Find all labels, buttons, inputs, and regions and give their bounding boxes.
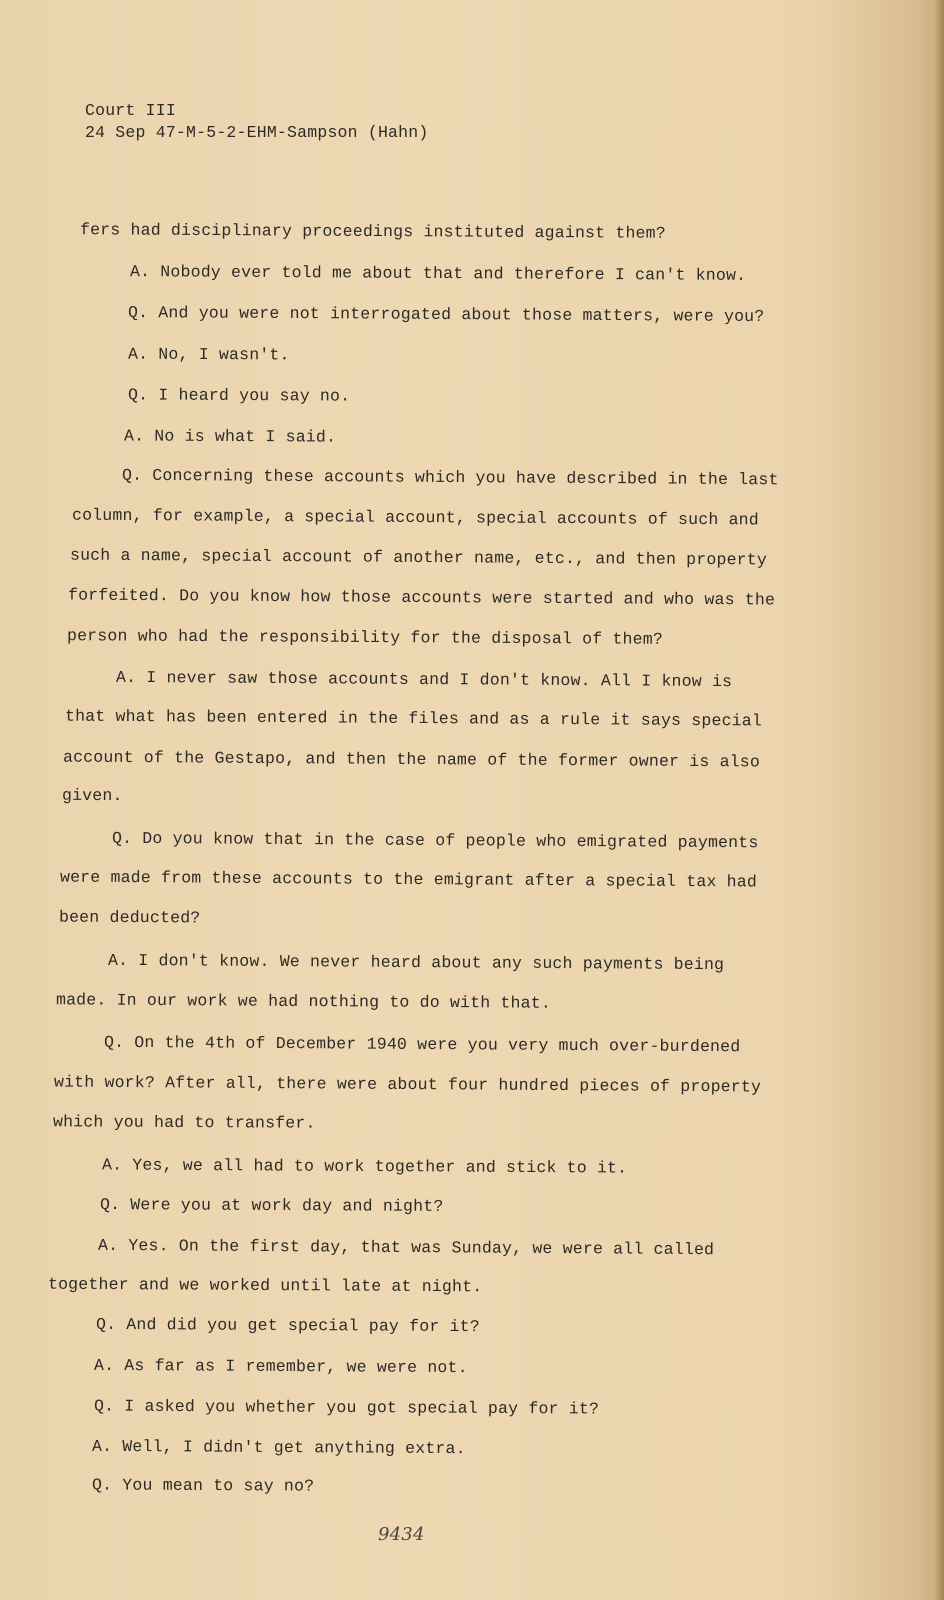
transcript-line: together and we worked until late at night. [47,1274,483,1297]
transcript-line: were made from these accounts to the emigrant after a special tax had [59,867,758,892]
transcript-line: column, for example, a special account, special accounts of such and [71,505,759,530]
transcript-line: with work? After all, there were about four hundred pieces of property [53,1072,762,1097]
transcript-line: A. I don't know. We never heard about any such payments being [107,950,725,975]
transcript-line: A. As far as I remember, we were not. [93,1355,468,1378]
transcript-line: Q. And did you get special pay for it? [95,1314,480,1337]
transcript-line: Q. I heard you say no. [127,385,351,406]
transcript-line: given. [61,785,123,806]
page-edge-shadow [934,0,944,1600]
transcript-line: A. I never saw those accounts and I don't know. All I know is [115,667,733,692]
page-number: 9434 [378,1524,425,1545]
court-label: Court III [85,101,176,120]
transcript-line: that what has been entered in the files and as a rule it says special [64,706,763,731]
transcript-line: been deducted? [58,907,201,928]
transcript-line: Q. On the 4th of December 1940 were you very much over-burdened [103,1032,741,1057]
transcript-line: such a name, special account of another name, etc., and then property [69,545,768,570]
transcript-line: Q. Do you know that in the case of people who emigrated payments [111,828,759,853]
session-reference: 24 Sep 47-M-5-2-EHM-Sampson (Hahn) [85,123,429,142]
transcript-line: Q. Were you at work day and night? [99,1195,444,1216]
transcript-line: person who had the responsibility for the disposal of them? [66,626,664,649]
transcript-line: A. No is what I said. [123,426,337,447]
transcript-line: Q. I asked you whether you got special pay for it? [93,1396,600,1419]
transcript-line: made. In our work we had nothing to do with that. [55,990,552,1013]
transcript-line: A. Yes. On the first day, that was Sunday, we were all called [97,1235,715,1260]
transcript-line: Q. Concerning these accounts which you have described in the last [121,465,779,490]
transcript-line: forfeited. Do you know how those accounts were started and who was the [67,585,776,610]
transcript-line: Q. And you were not interrogated about those matters, were you? [127,303,765,326]
transcript-line: fers had disciplinary proceedings instituted against them? [79,220,666,243]
page-header [85,100,428,144]
transcript-line: which you had to transfer. [52,1112,316,1133]
transcript-line: A. Nobody ever told me about that and therefore I can't know. [129,262,747,285]
transcript-line: A. No, I wasn't. [127,344,290,365]
transcript-line: A. Yes, we all had to work together and stick to it. [101,1155,628,1178]
transcript-line: A. Well, I didn't get anything extra. [91,1436,466,1459]
transcript-line: Q. You mean to say no? [91,1475,315,1496]
transcript-line: account of the Gestapo, and then the name of the former owner is also [62,747,761,772]
